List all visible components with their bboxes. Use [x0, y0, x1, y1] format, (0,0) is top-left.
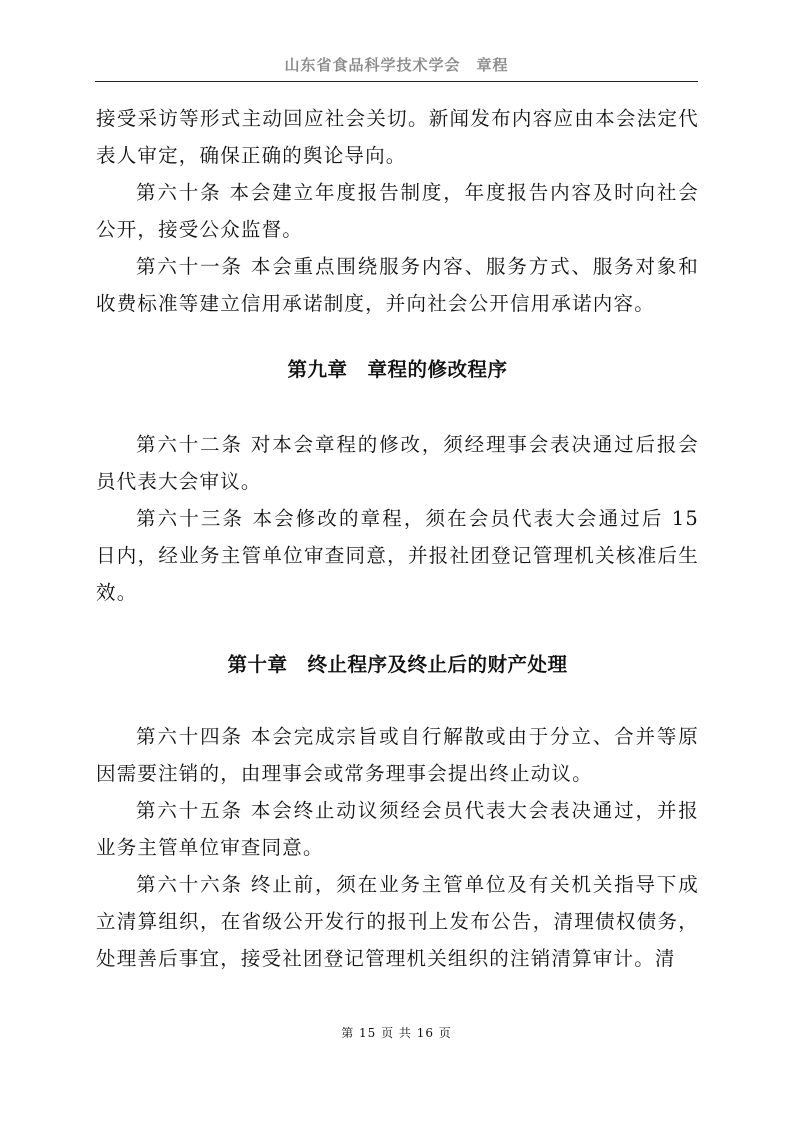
article-64: 第六十四条 本会完成宗旨或自行解散或由于分立、合并等原因需要注销的，由理事会或常务理事会提出终止动议。: [96, 725, 699, 785]
page-body: [96, 100, 699, 977]
article-63: 第六十三条 本会修改的章程，须在会员代表大会通过后 15 日内，经业务主管单位审查同意，并报社团登记管理机关核准后生效。: [96, 507, 699, 604]
article-65: 第六十五条 本会终止动议须经会员代表大会表决通过，并报业务主管单位审查同意。: [96, 799, 699, 859]
chapter-9-title: 章程的修改程序: [367, 358, 508, 381]
article-61: 第六十一条 本会重点围绕服务内容、服务方式、服务对象和收费标准等建立信用承诺制度，并向社会公开信用承诺内容。: [96, 255, 699, 315]
chapter-10-title: 终止程序及终止后的财产处理: [307, 653, 568, 676]
article-66: 第六十六条 终止前，须在业务主管单位及有关机关指导下成立清算组织，在省级公开发行的报刊上发布公告，清理债权债务，处理善后事宜，接受社团登记管理机关组织的注销清算审计。清: [96, 873, 699, 970]
header-rule: [95, 81, 698, 82]
running-header: [95, 54, 698, 75]
page-footer: 第 15 页 共 16 页: [341, 1026, 452, 1040]
chapter-10-heading: [96, 646, 699, 683]
paragraph-continuation: 接受采访等形式主动回应社会关切。新闻发布内容应由本会法定代表人审定，确保正确的舆论导向。: [96, 107, 699, 167]
chapter-9-heading: [96, 351, 699, 388]
chapter-10-number: 第十章: [227, 653, 288, 676]
article-60: 第六十条 本会建立年度报告制度，年度报告内容及时向社会公开，接受公众监督。: [96, 181, 699, 241]
header-org: 山东省食品科学技术学会: [284, 56, 461, 74]
header-doc-title: 章程: [476, 56, 509, 74]
article-62: 第六十二条 对本会章程的修改，须经理事会表决通过后报会员代表大会审议。: [96, 433, 699, 493]
chapter-9-number: 第九章: [287, 358, 348, 381]
